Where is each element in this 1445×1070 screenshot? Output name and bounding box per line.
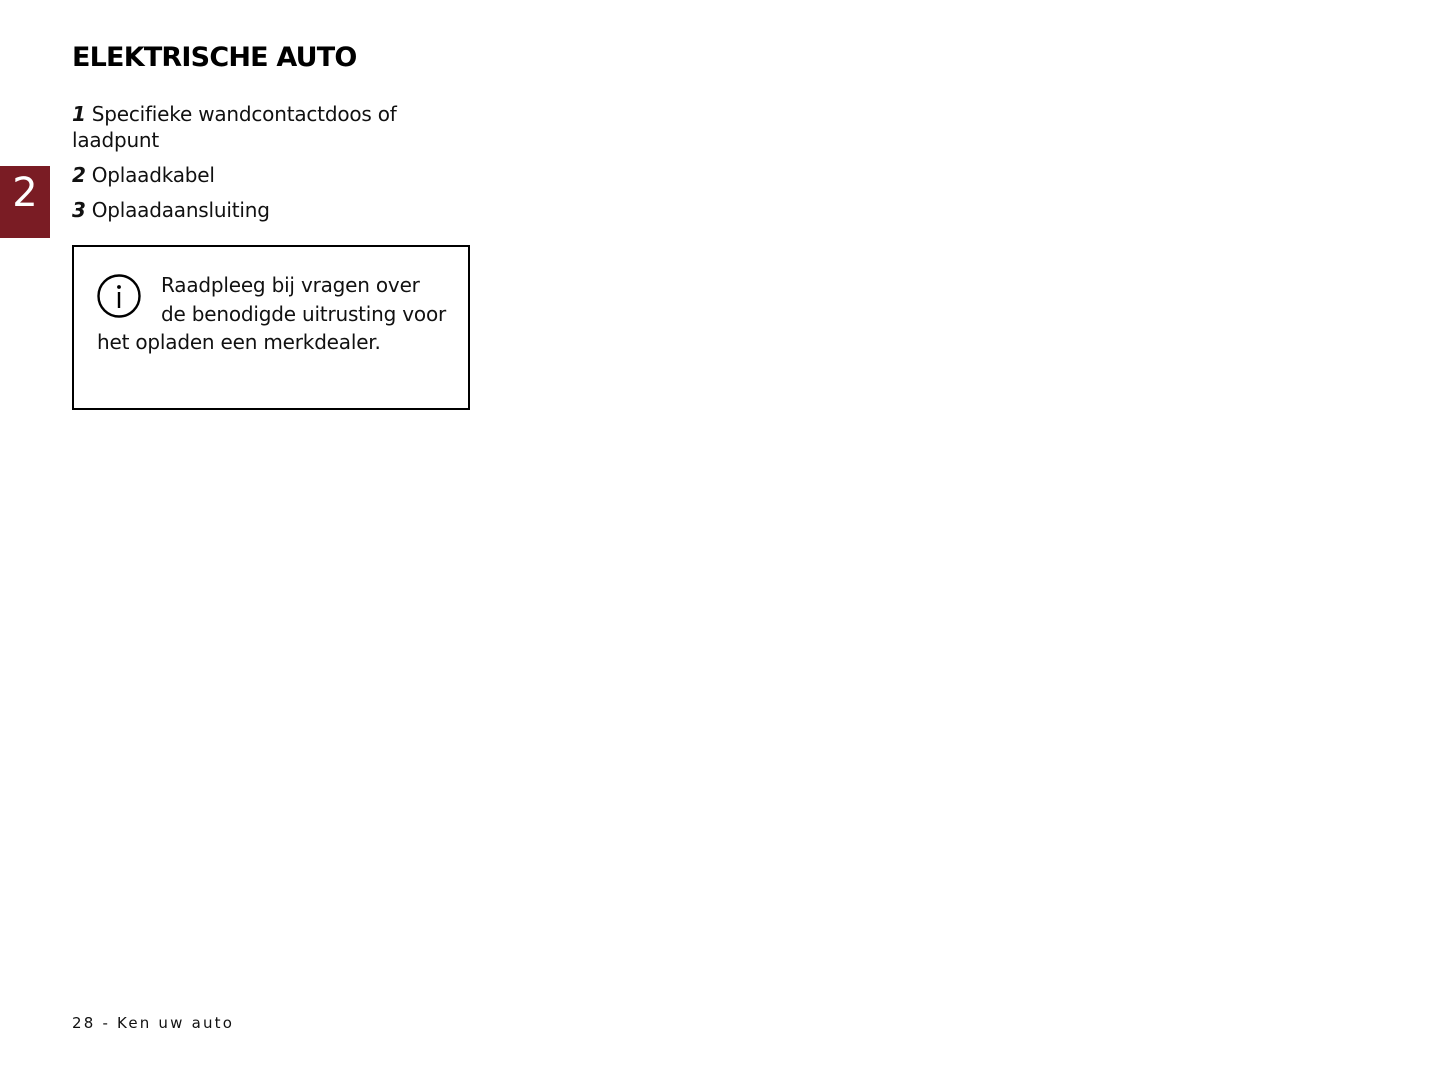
legend-list	[72, 101, 472, 232]
legend-item	[72, 162, 472, 188]
info-icon	[97, 274, 141, 318]
legend-number: 3	[72, 198, 86, 222]
info-box	[72, 245, 470, 410]
legend-number: 2	[72, 163, 86, 187]
legend-label: Oplaadaansluiting	[91, 198, 270, 222]
page-title: ELEKTRISCHE AUTO	[72, 42, 357, 73]
legend-number: 1	[72, 102, 86, 126]
chapter-tab	[0, 166, 50, 238]
info-text: Raadpleeg bij vragen over de benodigde uitrusting voor het opladen een merkdealer.	[97, 273, 447, 354]
legend-item	[72, 197, 472, 223]
legend-label: Specifieke wandcontactdoos of laadpunt	[72, 102, 397, 152]
page-footer: 28 - Ken uw auto	[72, 1014, 235, 1032]
chapter-number: 2	[12, 170, 38, 216]
legend-item	[72, 101, 472, 153]
legend-label: Oplaadkabel	[91, 163, 215, 187]
